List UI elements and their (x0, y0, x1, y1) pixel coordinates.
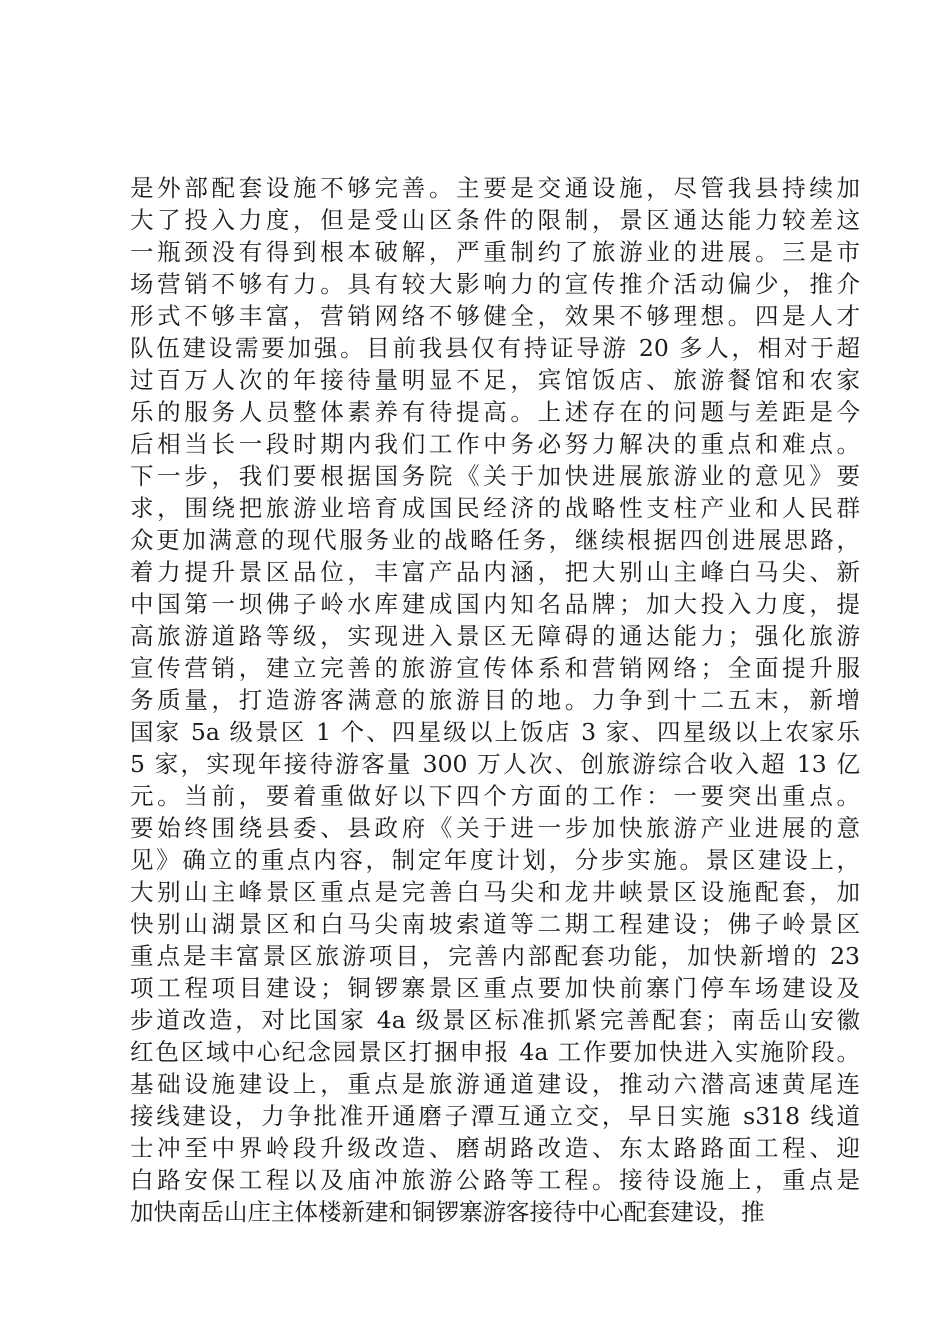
text-line: 白路安保工程以及庙冲旅游公路等工程。接待设施上，重点是 (130, 1166, 860, 1194)
text-line: 中国第一坝佛子岭水库建成国内知名品牌；加大投入力度，提 (130, 590, 860, 618)
text-line: 快别山湖景区和白马尖南坡索道等二期工程建设；佛子岭景区 (130, 910, 860, 938)
text-line: 队伍建设需要加强。目前我县仅有持证导游 20 多人，相对于超 (130, 334, 860, 362)
text-line: 见》确立的重点内容，制定年度计划，分步实施。景区建设上， (130, 846, 860, 874)
text-line: 大了投入力度，但是受山区条件的限制，景区通达能力较差这 (130, 206, 860, 234)
text-line: 形式不够丰富，营销网络不够健全，效果不够理想。四是人才 (130, 302, 860, 330)
text-line: 元。当前，要着重做好以下四个方面的工作：一要突出重点。 (130, 782, 860, 810)
text-line: 国家 5a 级景区 1 个、四星级以上饭店 3 家、四星级以上农家乐 (130, 718, 860, 746)
text-line: 过百万人次的年接待量明显不足，宾馆饭店、旅游餐馆和农家 (130, 366, 860, 394)
text-line: 红色区域中心纪念园景区打捆申报 4a 工作要加快进入实施阶段。 (130, 1038, 860, 1066)
text-line: 一瓶颈没有得到根本破解，严重制约了旅游业的进展。三是市 (130, 238, 860, 266)
text-line: 基础设施建设上，重点是旅游通道建设，推动六潜高速黄尾连 (130, 1070, 860, 1098)
text-line: 宣传营销，建立完善的旅游宣传体系和营销网络；全面提升服 (130, 654, 860, 682)
text-line: 着力提升景区品位，丰富产品内涵，把大别山主峰白马尖、新 (130, 558, 860, 586)
text-line: 众更加满意的现代服务业的战略任务，继续根据四创进展思路， (130, 526, 860, 554)
text-line: 加快南岳山庄主体楼新建和铜锣寨游客接待中心配套建设，推 (130, 1198, 765, 1226)
text-line: 下一步，我们要根据国务院《关于加快进展旅游业的意见》要 (130, 462, 860, 490)
text-line: 接线建设，力争批准开通磨子潭互通立交，早日实施 s318 线道 (130, 1102, 860, 1130)
text-line: 是外部配套设施不够完善。主要是交通设施，尽管我县持续加 (130, 174, 860, 202)
text-line: 乐的服务人员整体素养有待提高。上述存在的问题与差距是今 (130, 398, 860, 426)
text-line: 要始终围绕县委、县政府《关于进一步加快旅游产业进展的意 (130, 814, 860, 842)
text-line: 场营销不够有力。具有较大影响力的宣传推介活动偏少，推介 (130, 270, 860, 298)
text-line: 重点是丰富景区旅游项目，完善内部配套功能，加快新增的 23 (130, 942, 860, 970)
text-line: 步道改造，对比国家 4a 级景区标准抓紧完善配套；南岳山安徽 (130, 1006, 860, 1034)
text-line: 士冲至中界岭段升级改造、磨胡路改造、东太路路面工程、迎 (130, 1134, 860, 1162)
text-line: 后相当长一段时期内我们工作中务必努力解决的重点和难点。 (130, 430, 860, 458)
text-line: 项工程项目建设；铜锣寨景区重点要加快前寨门停车场建设及 (130, 974, 860, 1002)
body-text (130, 172, 860, 1228)
text-line: 大别山主峰景区重点是完善白马尖和龙井峡景区设施配套，加 (130, 878, 860, 906)
text-line: 5 家，实现年接待游客量 300 万人次、创旅游综合收入超 13 亿 (130, 750, 860, 778)
text-line: 高旅游道路等级，实现进入景区无障碍的通达能力；强化旅游 (130, 622, 860, 650)
text-line: 求，围绕把旅游业培育成国民经济的战略性支柱产业和人民群 (130, 494, 860, 522)
text-line: 务质量，打造游客满意的旅游目的地。力争到十二五末，新增 (130, 686, 860, 714)
